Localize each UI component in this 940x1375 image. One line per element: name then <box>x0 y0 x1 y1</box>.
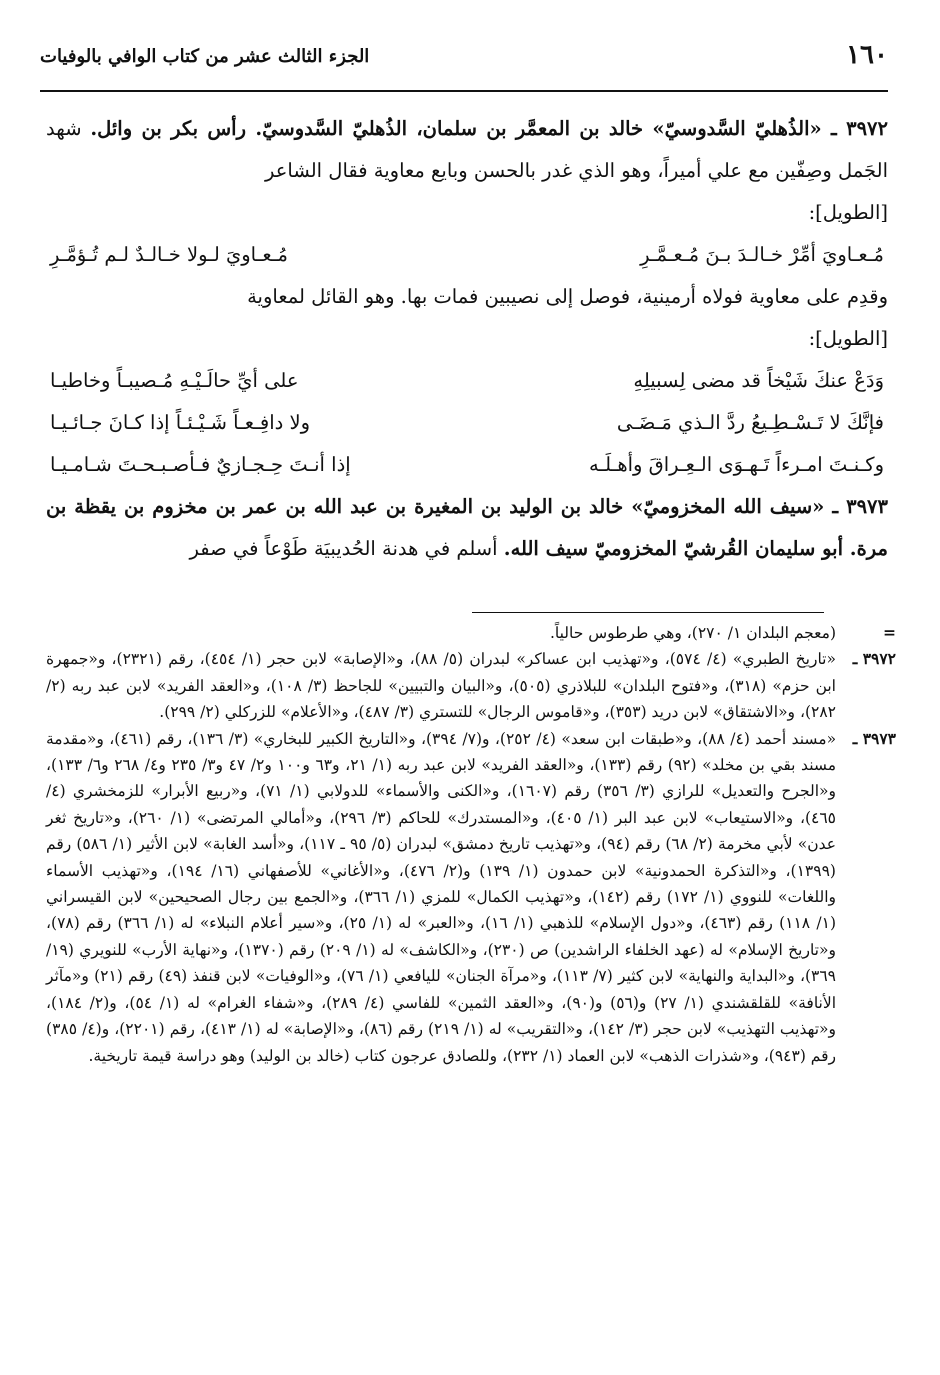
main-text <box>46 108 888 570</box>
meter-label: [الطويل]: <box>808 201 888 224</box>
page-number: ١٦٠ <box>846 40 888 70</box>
footnote <box>46 620 896 646</box>
footnote <box>46 726 896 1069</box>
verse-line <box>46 234 888 276</box>
verse-line <box>46 360 888 402</box>
footnote <box>46 646 896 725</box>
verse-first-hemistich: وكـنـتَ امـرءاً تَـهـوَى الـعِـراقَ وأهـلَـه <box>588 453 884 476</box>
footnotes <box>46 620 896 1069</box>
running-title: الجزء الثالث عشر من كتاب الوافي بالوفيات <box>40 46 370 67</box>
entry-3973-heading: ٣٩٧٣ ـ «سيف الله المخزوميّ» خالد بن الوليد بن المغيرة بن عبد الله بن عمر بن مخزوم بن يقظة بن مرة. أبو سليمان القُرشيّ المخزوميّ سيف الله. <box>46 495 888 560</box>
entry-3972-text-2: وقدِم على معاوية فولاه أرمينية، فوصل إلى نصيبين فمات بها. وهو القائل لمعاوية <box>247 285 888 308</box>
page-header <box>40 38 888 92</box>
entry-3972-text: شهد الجَمل وصِفّين مع علي أميراً، وهو الذي غدر بالحسن وبايع معاوية فقال الشاعر <box>46 117 888 182</box>
verse-line <box>46 444 888 486</box>
footnote-mark: = <box>883 623 896 642</box>
verse-second-hemistich: ولا دافِـعـاً شَـيْـئـاً إذا كـانَ جـائـيـا <box>50 411 311 434</box>
footnote-text: «تاريخ الطبري» (٤/ ٥٧٤)، و«تهذيب ابن عساكر» لبدران (٥/ ٨٨)، و«الإصابة» لابن حجر (١/ ٤٥٤)، رقم (٢٣٢١)، و«جمهرة ابن حزم» (٣١٨)، و«فتوح البلدان» للبلاذري (٥٠٥)، و«البيان والتبيين» للجاحظ (٣/ ١٠٨)، و«العقد الفريد» لابن عبد ربه (٢/ ٢٨٢)، و«الاشتقاق» لابن دريد (٣٥٣)، و«قاموس الرجال» للتستري (٣/ ٤٨٧)، و«الأعلام» للزركلي (٢/ ٢٩٩). <box>46 650 836 722</box>
entry-3973-text: أسلم في هدنة الحُديبيَة طَوْعاً في صفر <box>189 537 498 560</box>
footnote-text: (معجم البلدان ١/ ٢٧٠)، وهي طرطوس حالياً. <box>549 624 836 642</box>
footnote-divider <box>472 612 824 613</box>
footnote-mark: ٣٩٧٣ ـ <box>852 728 896 748</box>
verse-second-hemistich: على أيِّ حالَـيْـهِ مُـصيبـاً وخاطيـا <box>50 369 299 392</box>
entry-3973 <box>46 486 888 570</box>
verse-first-hemistich: فإنَّكَ لا تَـسْـطِـيعُ ردَّ الـذي مَـضَـى <box>616 411 884 434</box>
verse-first-hemistich: مُـعـاويَ أمِّرْ خـالـدَ بـنَ مُـعـمَّـرِ <box>640 243 884 266</box>
footnote-text: «مسند أحمد (٤/ ٨٨)، و«طبقات ابن سعد» (٤/ ٢٥٢)، و(٧/ ٣٩٤)، و«التاريخ الكبير للبخاري» (٣/ ١٣٦)، رقم (٤٦١)، و«مقدمة مسند بقي بن مخلد» (٩٢) رقم (١٣٣)، و«العقد الفريد» لابن عبد ربه (١/ ٢١، و٦٣ و١٠٠ و٢/ ٤٧ و٣/ ٢٣٥ و٤/ ٢٦٨ و٦/ ١٣٣)، و«الجرح والتعديل» للرازي (٣/ ٣٥٦) رقم (١٦٠٧)، و«الكنى والأسماء» للدولابي (١/ ٧١)، و«ربيع الأبرار» للزمخشري (٤/ ٤٦٥)، و«الاستيعاب» لابن عبد البر (١/ ٤٠٥)، و«المستدرك» للحاكم (٣/ ٢٩٦)، و«أمالي المرتضى» (١/ ٢٦٠)، و«تاريخ ثغر عدن» لأبي مخرمة (٢/ ٦٨) رقم (٩٤)، و«تهذيب تاريخ دمشق» لبدران (٥/ ٩٥ ـ ١١٧)، و«أسد الغابة» لابن الأثير (١/ ٥٨٦) رقم (١٣٩٩)، و«التذكرة الحمدونية» لابن حمدون (١/ ١٣٩) و(٢/ ٤٧٦)، و«الأغاني» للأصفهاني (١٦/ ١٩٤)، و«تهذيب الأسماء واللغات» للنووي (١/ ١٧٢) رقم (١٤٢)، و«تهذيب الكمال» للمزي (١/ ٣٦٦)، و«الجمع بين رجال الصحيحين» لابن القيسراني (١/ ١١٨) رقم (٤٦٣)، و«دول الإسلام» للذهبي (١/ ١٦)، و«العبر» له (١/ ٢٥)، و«سير أعلام النبلاء» له (١/ ٣٦٦) رقم (٧٨)، و«تاريخ الإسلام» له (عهد الخلفاء الراشدين) ص (٢٣٠)، و«الكاشف» له (١/ ٢٠٩) رقم (١٣٧٠)، و«نهاية الأرب» للنويري (١٩/ ٣٦٩)، و«البداية والنهاية» لابن كثير (٧/ ١١٣)، و«مرآة الجنان» لليافعي (١/ ٧٦)، و«الوفيات» لابن قنفذ (٤٩) رقم (٢١) و«مآثر الأنافة» للقلقشندي (١/ ٢٧) و(٥٦) و(٩٠)، و«العقد الثمين» للفاسي (٤/ ٢٨٩)، و«شفاء الغرام» له (١/ ٥٤)، و(٢/ ١٨٤)، و«تهذيب التهذيب» لابن حجر (٣/ ١٤٢)، و«التقريب» له (١/ ٢١٩) رقم (٨٦)، و«الإصابة» له (١/ ٤١٣)، رقم (٢٢٠١)، و(٤/ ٣٨٥) رقم (٩٤٣)، و«شذرات الذهب» لابن العماد (١/ ٢٣٢)، وللصادق عرجون كتاب (خالد بن الوليد) وهو دراسة قيمة تاريخية. <box>46 729 837 1065</box>
footnote-mark: ٣٩٧٢ ـ <box>852 649 896 669</box>
verse-second-hemistich: إذا أنـتَ حِـجـازيٌ فـأصـبـحـتَ شـامـيـا <box>50 453 351 476</box>
verse-second-hemistich: مُـعـاويَ لـولا خـالـدٌ لـم تُـؤمَّـرِ <box>50 243 288 266</box>
verse-line <box>46 402 888 444</box>
meter-label-2: [الطويل]: <box>808 327 888 350</box>
entry-3972-heading: ٣٩٧٢ ـ «الذُهليّ السَّدوسيّ» خالد بن المعمَّر بن سلمان، الذُهليّ السَّدوسيّ. رأس بكر بن وائل. <box>90 117 889 140</box>
entry-3972 <box>46 108 888 192</box>
verse-first-hemistich: وَدَعْ عنكَ شَيْخاً قد مضى لِسبيلِهِ <box>633 369 884 392</box>
